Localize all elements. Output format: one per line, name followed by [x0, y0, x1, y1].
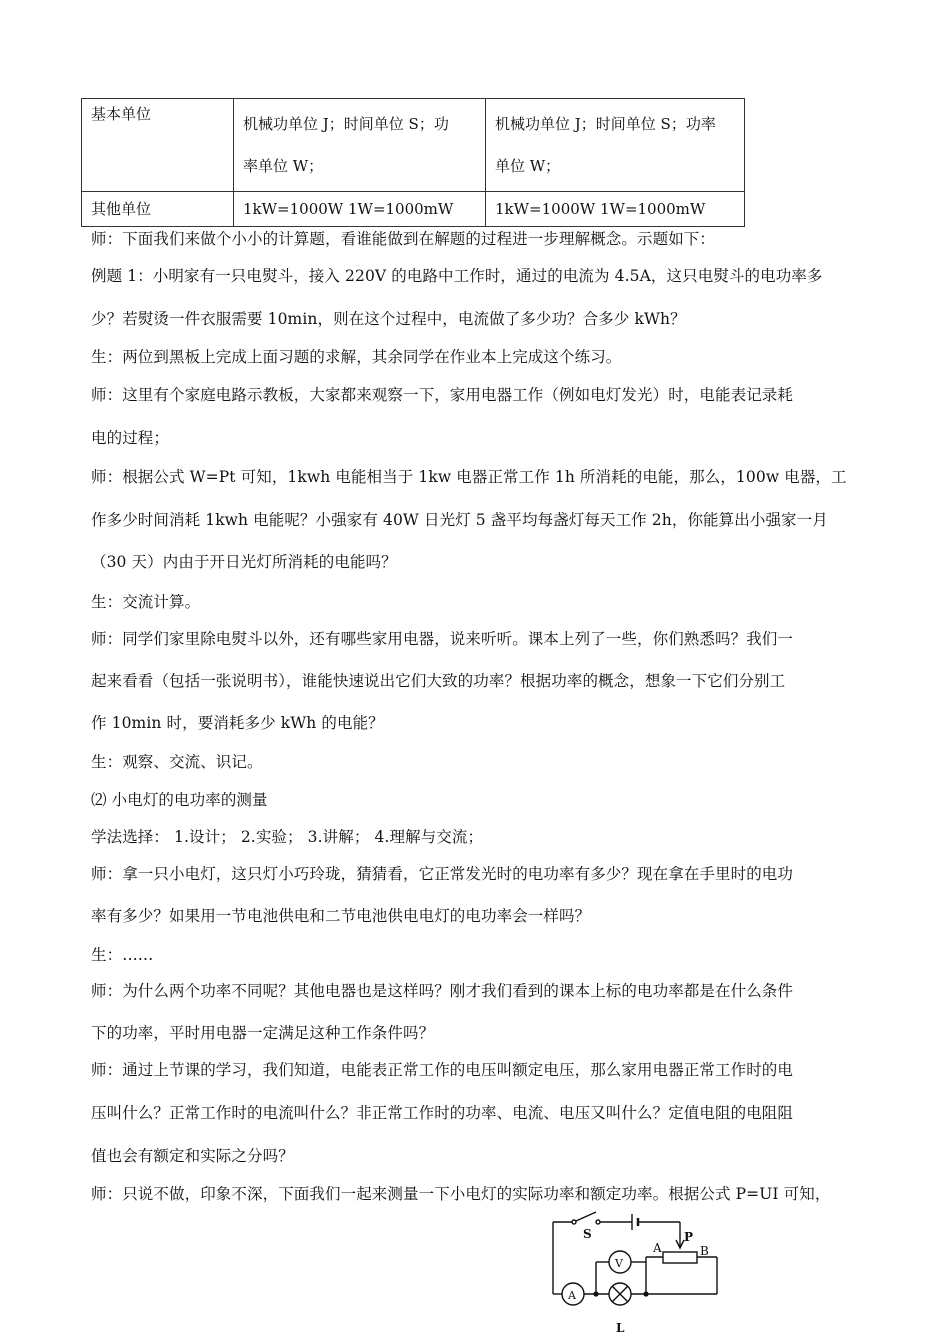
text-line: 起来看看（包括一张说明书），谁能快速说出它们大致的功率？根据功率的概念，想象一下它们分别工: [91, 672, 786, 690]
lamp-label: L: [616, 1321, 625, 1335]
text-line: 师：为什么两个功率不同呢？其他电器也是这样吗？刚才我们看到的课本上标的电功率都是在什么条件: [91, 982, 794, 1000]
table-row: [82, 192, 745, 227]
units-table: [81, 98, 745, 227]
text-line: 电的过程；: [91, 429, 170, 447]
text-line: 作多少时间消耗 1kwh 电能呢？小强家有 40W 日光灯 5 盏平均每盏灯每天工作 2h，你能算出小强家一月: [91, 511, 828, 529]
voltmeter-label: V: [615, 1257, 623, 1270]
text-line: 生：……: [91, 946, 154, 964]
rheostat-icon: [663, 1252, 697, 1263]
text-line: 师：这里有个家庭电路示教板，大家都来观察一下，家用电器工作（例如电灯发光）时，电能表记录耗: [91, 386, 794, 404]
text-line: 师：下面我们来做个小小的计算题，看谁能做到在解题的过程进一步理解概念。示题如下：: [91, 230, 716, 248]
text-line: 生：观察、交流、识记。: [91, 753, 263, 771]
row-label: 其他单位: [82, 192, 234, 227]
text-line: 师：只说不做，印象不深，下面我们一起来测量一下小电灯的实际功率和额定功率。根据公式 P=UI 可知，: [91, 1185, 831, 1203]
table-cell: [486, 99, 745, 192]
rheostat-end-a-label: A: [653, 1241, 662, 1255]
rheostat-end-b-label: B: [700, 1244, 709, 1258]
junction-dot: [643, 1291, 648, 1296]
text-line: 率有多少？如果用一节电池供电和二节电池供电电灯的电功率会一样吗？: [91, 907, 591, 925]
text-line: 少？若熨烫一件衣服需要 10min，则在这个过程中，电流做了多少功？合多少 kWh？: [91, 310, 686, 328]
cell-line: 单位 W；: [495, 157, 561, 175]
cell-line: 机械功单位 J；时间单位 S；功率: [495, 115, 716, 133]
text-line: 师：根据公式 W=Pt 可知，1kwh 电能相当于 1kw 电器正常工作 1h 所消耗的电能，那么，100w 电器，工: [91, 468, 847, 486]
text-line: 学法选择： 1.设计； 2.实验； 3.讲解； 4.理解与交流；: [91, 828, 484, 846]
table-cell: 1kW=1000W 1W=1000mW: [234, 192, 486, 227]
text-line: 下的功率，平时用电器一定满足这种工作条件吗？: [91, 1024, 435, 1042]
cell-line: 率单位 W；: [243, 157, 324, 175]
ammeter-label: A: [568, 1289, 576, 1302]
text-line: （30 天）内由于开日光灯所消耗的电能吗？: [91, 553, 397, 571]
text-line: 生：两位到黑板上完成上面习题的求解，其余同学在作业本上完成这个练习。: [91, 348, 622, 366]
switch-label: S: [583, 1227, 592, 1241]
switch-contact-icon: [572, 1220, 576, 1224]
row-label: 基本单位: [82, 99, 234, 192]
text-line: 值也会有额定和实际之分吗？: [91, 1147, 294, 1165]
text-line: 压叫什么？正常工作时的电流叫什么？非正常工作时的功率、电流、电压又叫什么？定值电阻的电阻阻: [91, 1104, 794, 1122]
junction-dot: [593, 1291, 598, 1296]
text-line: 例题 1：小明家有一只电熨斗，接入 220V 的电路中工作时，通过的电流为 4.5A，这只电熨斗的电功率多: [91, 267, 823, 285]
text-line: 师：拿一只小电灯，这只灯小巧玲珑，猜猜看，它正常发光时的电功率有多少？现在拿在手里时的电功: [91, 865, 794, 883]
slider-label: P: [684, 1230, 694, 1244]
cell-line: 机械功单位 J；时间单位 S；功: [243, 115, 449, 133]
switch-icon: [576, 1212, 596, 1221]
table-cell: [234, 99, 486, 192]
circuit-diagram: [550, 1210, 730, 1340]
text-line: 师：同学们家里除电熨斗以外，还有哪些家用电器，说来听听。课本上列了一些，你们熟悉吗？我们一: [91, 630, 794, 648]
text-line: 生：交流计算。: [91, 593, 201, 611]
table-cell: 1kW=1000W 1W=1000mW: [486, 192, 745, 227]
text-line: 作 10min 时，要消耗多少 kWh 的电能？: [91, 714, 384, 732]
text-line: 师：通过上节课的学习，我们知道，电能表正常工作的电压叫额定电压，那么家用电器正常工作时的电: [91, 1061, 794, 1079]
section-heading: ⑵ 小电灯的电功率的测量: [91, 791, 268, 809]
table-row: [82, 99, 745, 192]
